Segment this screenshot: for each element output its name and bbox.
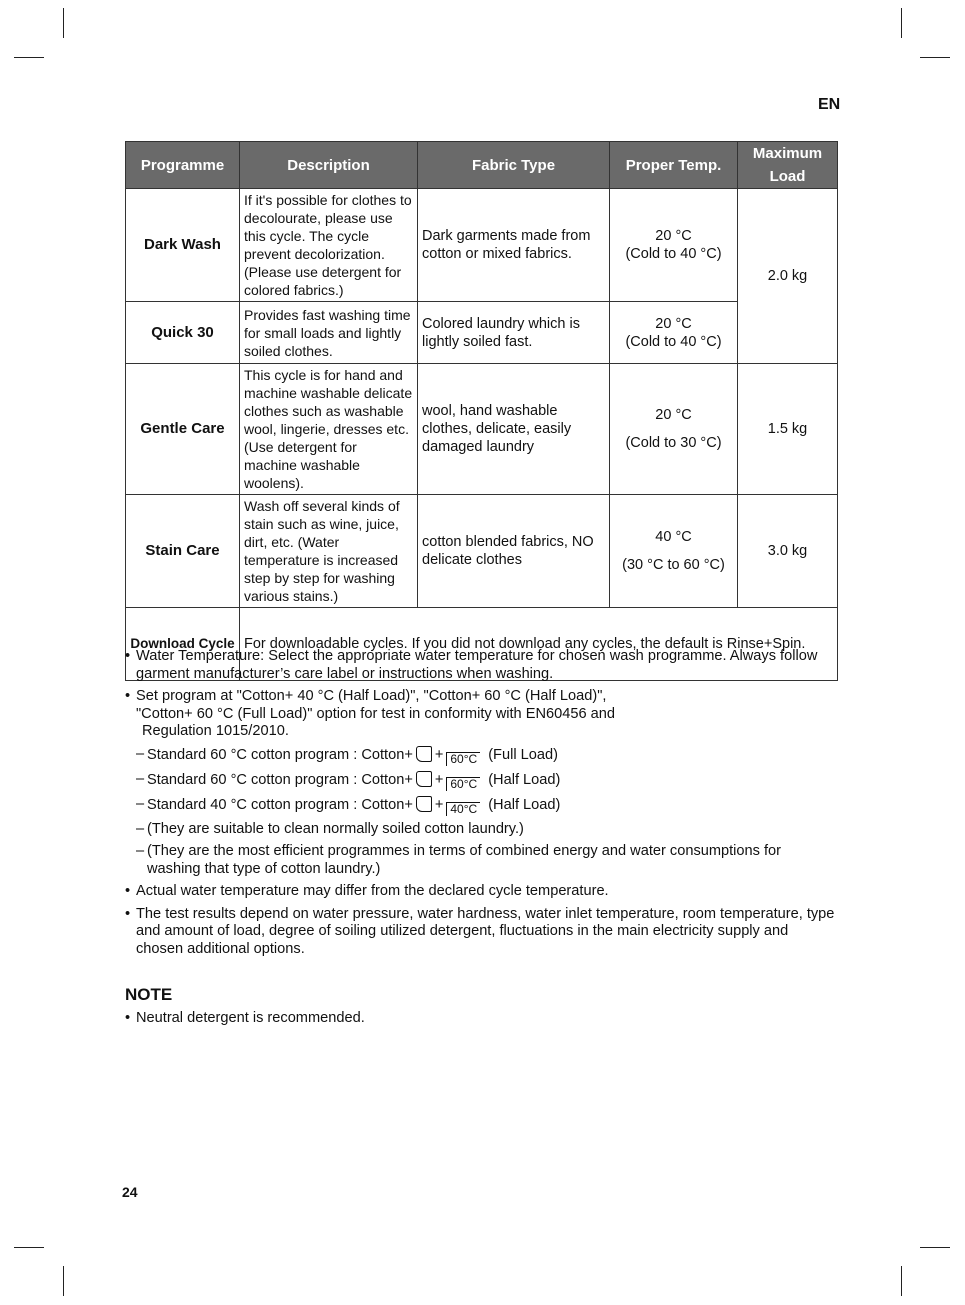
bullet-text: "Cotton+ 60 °C (Full Load)" option for test in conformity with EN60456 and	[136, 705, 615, 722]
crop-mark	[63, 1266, 64, 1296]
table-row	[126, 189, 838, 302]
note-heading: NOTE	[125, 985, 173, 1004]
sub-text: Standard 60 °C cotton program : Cotton+	[147, 746, 413, 763]
bullet-item: • Water Temperature: Select the appropriate water temperature for chosen wash programme. Always follow garment manufacturer’s care label or instructions when washing.	[125, 648, 837, 683]
crop-mark	[63, 8, 64, 38]
bullet-item: • Actual water temperature may differ from the declared cycle temperature.	[125, 883, 837, 901]
programme-description: Wash off several kinds of stain such as wine, juice, dirt, etc. (Water temperature is increased step by step for washing various stains.)	[240, 495, 418, 608]
temp-range: (Cold to 40 °C)	[625, 246, 722, 262]
maximum-load: 2.0 kg	[738, 189, 838, 364]
table-row	[126, 364, 838, 495]
header-fabric-type: Fabric Type	[418, 142, 610, 189]
temp-value: 40 °C	[655, 529, 692, 545]
programme-name: Dark Wash	[126, 189, 240, 302]
temperature-icon: 40°C	[446, 802, 480, 816]
cotton-drum-icon	[416, 746, 432, 762]
notes-section	[125, 648, 837, 963]
crop-mark	[14, 57, 44, 58]
plus-sign: +	[434, 771, 444, 788]
programme-description: If it's possible for clothes to decolourate, please use this cycle. The cycle prevent decolorization. (Please use detergent for colored fabrics.)	[240, 189, 418, 302]
header-programme: Programme	[126, 142, 240, 189]
temperature-icon: 60°C	[446, 752, 480, 766]
crop-mark	[14, 1247, 44, 1248]
sub-text: Standard 40 °C cotton program : Cotton+	[147, 796, 413, 813]
table-row	[126, 495, 838, 608]
fabric-type: cotton blended fabrics, NO delicate clothes	[418, 495, 610, 608]
crop-mark	[920, 57, 950, 58]
temp-range: (Cold to 40 °C)	[625, 333, 722, 350]
sub-item	[125, 746, 837, 766]
proper-temp	[610, 302, 738, 364]
sub-item	[125, 771, 837, 791]
temp-range: (30 °C to 60 °C)	[622, 557, 725, 573]
language-label: EN	[818, 96, 841, 113]
programme-description: For downloadable cycles. If you did not download any cycles, the default is Rinse+Spin.	[240, 608, 838, 681]
maximum-load: 3.0 kg	[738, 495, 838, 608]
bullet-text: Regulation 1015/2010.	[142, 723, 289, 739]
header-proper-temp: Proper Temp.	[610, 142, 738, 189]
sub-item: – (They are the most efficient programmes in terms of combined energy and water consumptions for washing that type of cotton laundry.)	[125, 843, 837, 878]
crop-mark	[901, 8, 902, 38]
temperature-icon: 60°C	[446, 777, 480, 791]
bullet-item: • Neutral detergent is recommended.	[125, 1010, 837, 1028]
plus-sign: +	[434, 796, 444, 813]
programme-name: Gentle Care	[126, 364, 240, 495]
sub-item: – (They are suitable to clean normally soiled cotton laundry.)	[125, 821, 837, 839]
header-description: Description	[240, 142, 418, 189]
sub-item	[125, 796, 837, 816]
crop-mark	[901, 1266, 902, 1296]
proper-temp	[610, 495, 738, 608]
table-header-row	[126, 142, 838, 189]
temp-value: 20 °C	[655, 315, 692, 332]
programme-table	[125, 141, 838, 681]
bullet-text: Set program at "Cotton+ 40 °C (Half Load)", "Cotton+ 60 °C (Half Load)",	[136, 688, 607, 704]
crop-mark	[920, 1247, 950, 1248]
fabric-type: Colored laundry which is lightly soiled fast.	[418, 302, 610, 364]
programme-name: Stain Care	[126, 495, 240, 608]
temp-range: (Cold to 30 °C)	[625, 435, 722, 451]
note-body	[125, 1010, 837, 1033]
page-number: 24	[122, 1184, 138, 1200]
temp-value: 20 °C	[655, 407, 692, 423]
header-maximum-load: Maximum Load	[738, 142, 838, 189]
programme-name: Quick 30	[126, 302, 240, 364]
programme-description: Provides fast washing time for small loads and lightly soiled clothes.	[240, 302, 418, 364]
cotton-drum-icon	[416, 771, 432, 787]
load-label: (Half Load)	[488, 796, 561, 813]
maximum-load: 1.5 kg	[738, 364, 838, 495]
programme-description: This cycle is for hand and machine washable delicate clothes such as washable wool, lingerie, dresses etc. (Use detergent for machine washable woolens).	[240, 364, 418, 495]
programme-name: Download Cycle	[126, 608, 240, 681]
sub-text: Standard 60 °C cotton program : Cotton+	[147, 771, 413, 788]
plus-sign: +	[434, 746, 444, 763]
fabric-type: wool, hand washable clothes, delicate, easily damaged laundry	[418, 364, 610, 495]
bullet-item	[125, 688, 837, 741]
proper-temp	[610, 364, 738, 495]
load-label: (Full Load)	[488, 746, 558, 763]
table-row	[126, 302, 838, 364]
proper-temp	[610, 189, 738, 302]
fabric-type: Dark garments made from cotton or mixed fabrics.	[418, 189, 610, 302]
temp-value: 20 °C	[655, 228, 692, 244]
bullet-item: • The test results depend on water pressure, water hardness, water inlet temperature, room temperature, type and amount of load, degree of soiling utilized detergent, fluctuations in the main electricity supply and chosen additional options.	[125, 906, 837, 959]
cotton-drum-icon	[416, 796, 432, 812]
load-label: (Half Load)	[488, 771, 561, 788]
